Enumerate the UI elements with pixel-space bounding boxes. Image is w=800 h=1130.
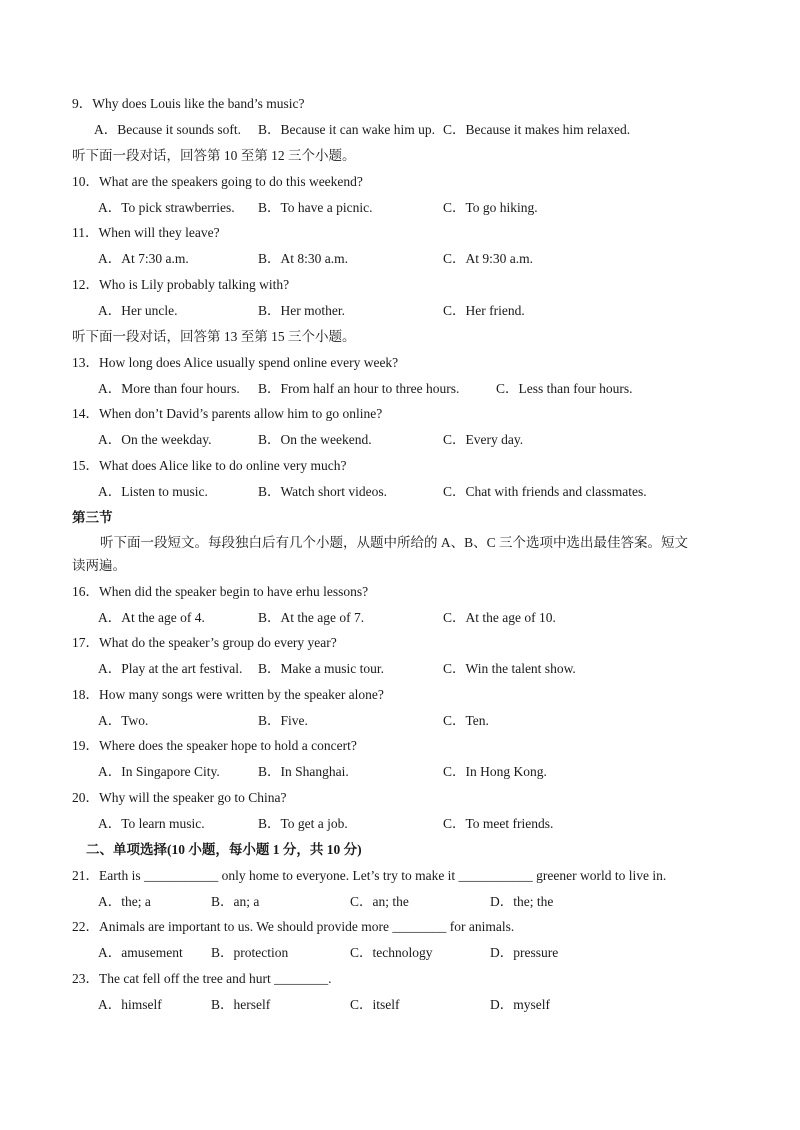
option-18a: A．Two.: [98, 713, 149, 728]
option-12c: C．Her friend.: [443, 303, 525, 318]
question-14: 14．When don’t David’s parents allow him to go online?: [72, 406, 383, 421]
option-20a: A．To learn music.: [98, 816, 205, 831]
option-21b: B．an; a: [211, 894, 260, 909]
option-19b: B．In Shanghai.: [258, 764, 349, 779]
option-16a: A．At the age of 4.: [98, 610, 205, 625]
section-instruction-line2: 读两遍。: [72, 558, 126, 573]
option-13c: C．Less than four hours.: [496, 381, 633, 396]
option-22b: B．protection: [211, 945, 289, 960]
option-10c: C．To go hiking.: [443, 200, 538, 215]
option-23a: A．himself: [98, 997, 162, 1012]
option-16b: B．At the age of 7.: [258, 610, 365, 625]
option-21d: D．the; the: [490, 894, 554, 909]
question-20: 20．Why will the speaker go to China?: [72, 790, 287, 805]
option-23c: C．itself: [350, 997, 400, 1012]
option-14c: C．Every day.: [443, 432, 524, 447]
option-9c: C．Because it makes him relaxed.: [443, 122, 631, 137]
question-17: 17．What do the speaker’s group do every year?: [72, 635, 337, 650]
option-15a: A．Listen to music.: [98, 484, 208, 499]
question-18: 18．How many songs were written by the speaker alone?: [72, 687, 384, 702]
option-18c: C．Ten.: [443, 713, 489, 728]
option-21c: C．an; the: [350, 894, 409, 909]
option-11a: A．At 7:30 a.m.: [98, 251, 189, 266]
option-20c: C．To meet friends.: [443, 816, 554, 831]
question-21: 21．Earth is ___________ only home to everyone. Let’s try to make it ___________ greener world to live in.: [72, 868, 667, 883]
option-10b: B．To have a picnic.: [258, 200, 373, 215]
option-20b: B．To get a job.: [258, 816, 348, 831]
question-13: 13．How long does Alice usually spend online every week?: [72, 355, 399, 370]
option-12a: A．Her uncle.: [98, 303, 178, 318]
option-22d: D．pressure: [490, 945, 559, 960]
option-17c: C．Win the talent show.: [443, 661, 576, 676]
section-title: 第三节: [72, 510, 113, 525]
option-23d: D．myself: [490, 997, 550, 1012]
option-13a: A．More than four hours.: [98, 381, 240, 396]
question-19: 19．Where does the speaker hope to hold a concert?: [72, 738, 357, 753]
question-15: 15．What does Alice like to do online very much?: [72, 458, 347, 473]
question-9: 9．Why does Louis like the band’s music?: [72, 96, 305, 111]
question-11: 11．When will they leave?: [72, 225, 220, 240]
question-22: 22．Animals are important to us. We should provide more ________ for animals.: [72, 919, 515, 934]
part-title: 二、单项选择(10 小题，每小题 1 分，共 10 分): [86, 842, 362, 857]
option-18b: B．Five.: [258, 713, 308, 728]
option-9a: A．Because it sounds soft.: [94, 122, 241, 137]
instruction-13-15: 听下面一段对话，回答第 13 至第 15 三个小题。: [72, 329, 356, 344]
option-17a: A．Play at the art festival.: [98, 661, 243, 676]
option-16c: C．At the age of 10.: [443, 610, 556, 625]
option-21a: A．the; a: [98, 894, 151, 909]
question-10: 10．What are the speakers going to do this weekend?: [72, 174, 363, 189]
option-14b: B．On the weekend.: [258, 432, 372, 447]
option-15c: C．Chat with friends and classmates.: [443, 484, 647, 499]
question-16: 16．When did the speaker begin to have erhu lessons?: [72, 584, 369, 599]
option-19c: C．In Hong Kong.: [443, 764, 547, 779]
option-11c: C．At 9:30 a.m.: [443, 251, 533, 266]
option-14a: A．On the weekday.: [98, 432, 212, 447]
option-19a: A．In Singapore City.: [98, 764, 220, 779]
question-23: 23．The cat fell off the tree and hurt ________.: [72, 971, 332, 986]
option-22a: A．amusement: [98, 945, 183, 960]
option-12b: B．Her mother.: [258, 303, 345, 318]
option-10a: A．To pick strawberries.: [98, 200, 235, 215]
option-11b: B．At 8:30 a.m.: [258, 251, 348, 266]
instruction-10-12: 听下面一段对话，回答第 10 至第 12 三个小题。: [72, 148, 356, 163]
option-15b: B．Watch short videos.: [258, 484, 388, 499]
question-12: 12．Who is Lily probably talking with?: [72, 277, 290, 292]
option-9b: B．Because it can wake him up.: [258, 122, 435, 137]
option-22c: C．technology: [350, 945, 433, 960]
section-instruction-line1: 听下面一段短文。每段独白后有几个小题，从题中所给的 A、B、C 三个选项中选出最佳答案。短文: [100, 535, 689, 550]
option-23b: B．herself: [211, 997, 271, 1012]
option-17b: B．Make a music tour.: [258, 661, 384, 676]
option-13b: B．From half an hour to three hours.: [258, 381, 460, 396]
